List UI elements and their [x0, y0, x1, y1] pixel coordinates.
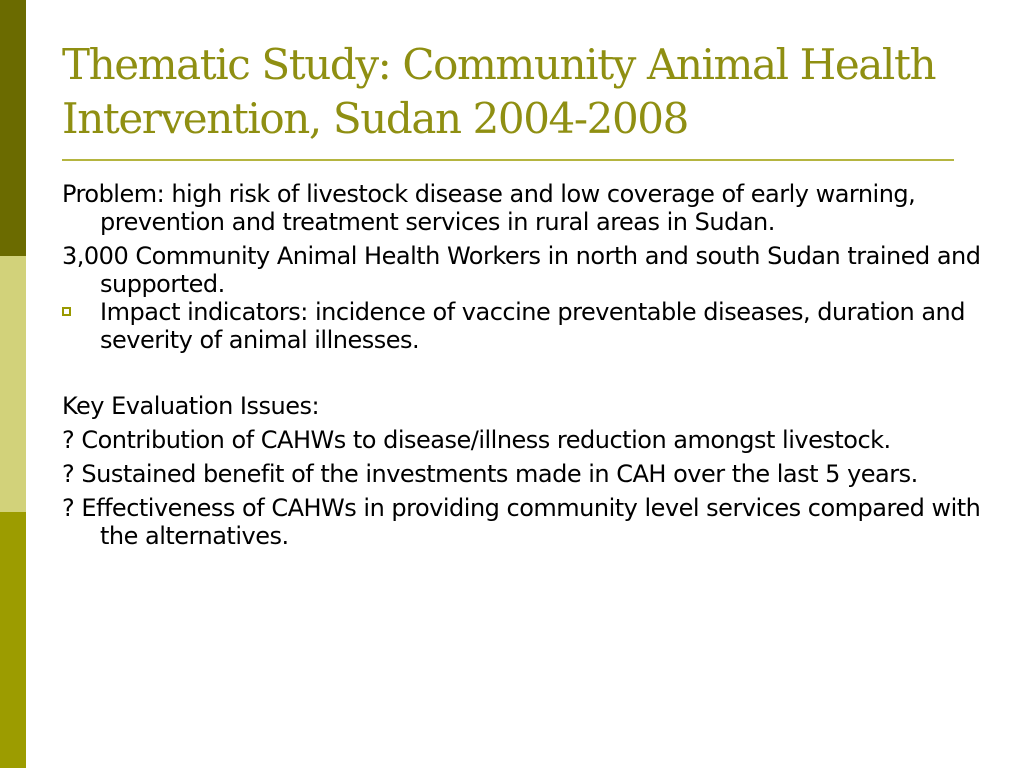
impact-bullet — [62, 298, 982, 354]
issue-item-1: ? Contribution of CAHWs to disease/illness reduction amongst livestock. — [62, 426, 891, 454]
workers-paragraph: 3,000 Community Animal Health Workers in north and south Sudan trained and supported. — [62, 242, 981, 298]
problem-paragraph: Problem: high risk of livestock disease and low coverage of early warning, prevention and treatment services in rural areas in Sudan. — [62, 180, 916, 236]
side-bar-bottom-segment — [0, 512, 26, 768]
slide-title-line-2: Intervention, Sudan 2004-2008 — [62, 94, 688, 143]
hollow-square-icon — [62, 307, 71, 316]
key-issues-heading: Key Evaluation Issues: — [62, 392, 320, 420]
side-color-bar — [0, 0, 26, 768]
slide-title — [62, 38, 982, 146]
side-bar-top-segment — [0, 0, 26, 256]
impact-bullet-text: Impact indicators: incidence of vaccine preventable diseases, duration and severity of animal illnesses. — [100, 298, 965, 354]
slide-title-line-1: Thematic Study: Community Animal Health — [62, 40, 936, 89]
issue-item-3: ? Effectiveness of CAHWs in providing community level services compared with the alternatives. — [62, 494, 981, 550]
issue-item-2: ? Sustained benefit of the investments made in CAH over the last 5 years. — [62, 460, 918, 488]
title-underline-rule — [62, 159, 954, 161]
side-bar-middle-segment — [0, 256, 26, 512]
slide-body — [62, 180, 982, 550]
